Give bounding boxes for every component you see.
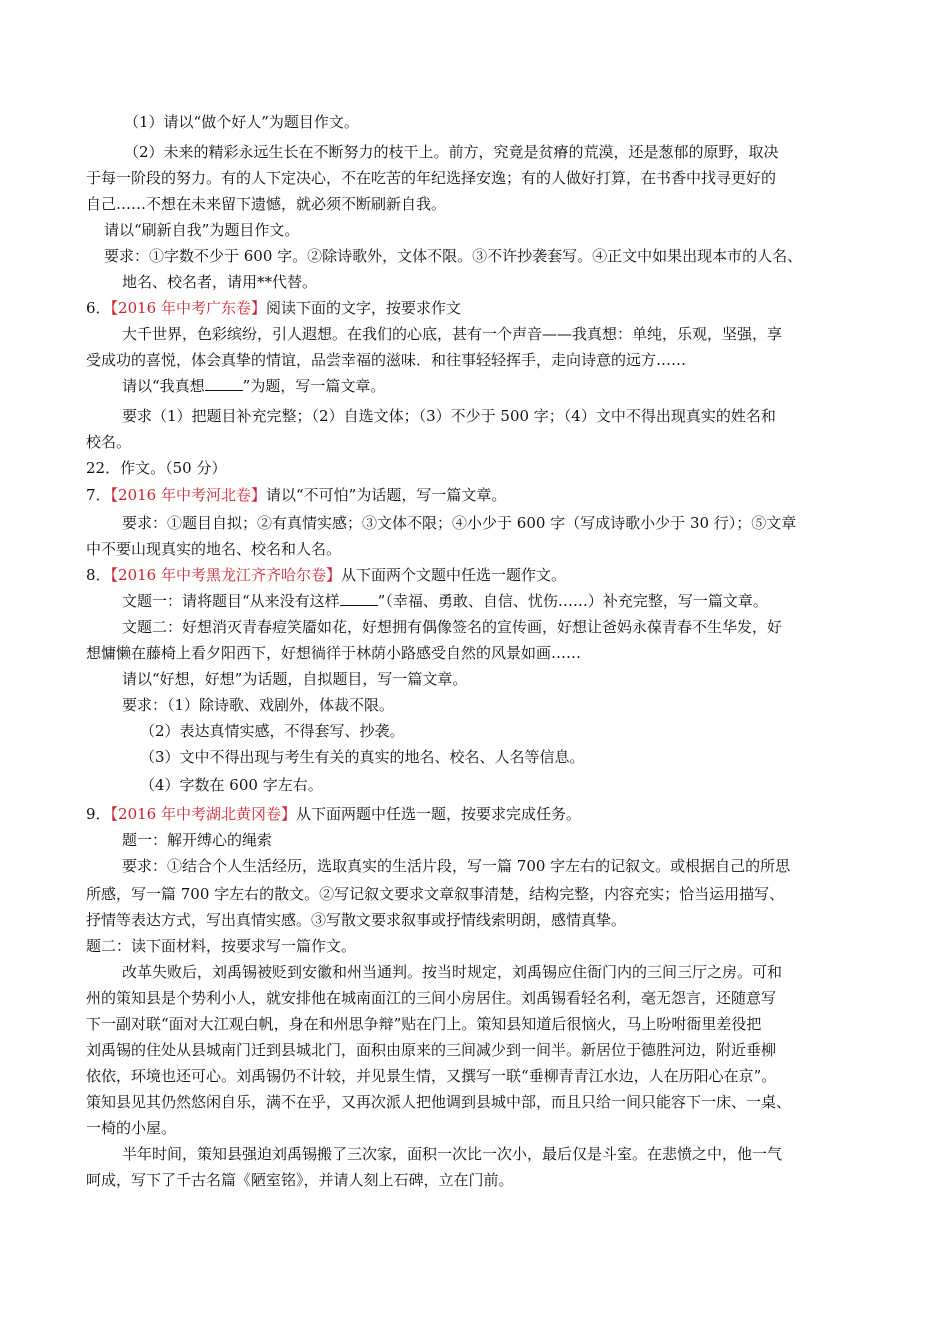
section-heading: 22．作文。（50 分） [86,459,227,477]
question-number: 9． [86,805,111,823]
paragraph-line: 改革失败后，刘禹锡被贬到安徽和州当通判。按当时规定，刘禹锡应住衙门内的三间三厅之房。可和 [122,963,783,981]
paragraph-line: 州的策知县是个势利小人，就安排他在城南面江的三间小房居住。刘禹锡看轻名利，毫无怨言，还随意写 [86,989,777,1007]
paragraph-line: 想慵懒在藤椅上看夕阳西下，好想徜徉于林荫小路感受自然的风景如画…… [86,644,582,662]
paragraph-line: 下一副对联“面对大江观白帆，身在和州思争辩”贴在门上。策知县知道后很恼火，马上吩咐衙里差役把 [86,1015,762,1033]
paragraph-line [122,591,768,611]
question-text: 请以“不可怕”为话题，写一篇文章。 [266,486,507,504]
paragraph-line: 题一：解开缚心的绳索 [122,831,273,849]
source-tag: 【2016 年中考湖北黄冈卷】 [110,805,296,823]
text-segment: 文题一：请将题目“从来没有这样 [122,592,340,610]
fill-in-blank [340,591,378,606]
paragraph-line: 抒情等表达方式，写出真情实感。③写散文要求叙事或抒情线索明朗，感情真挚。 [86,911,627,929]
text-segment: ”为题，写一篇文章。 [242,377,386,395]
source-tag: 【2016 年中考黑龙江齐齐哈尔卷】 [110,566,341,584]
text-segment: ”（幸福、勇敢、自信、忧伤……）补充完整，写一篇文章。 [377,592,768,610]
source-tag: 【2016 年中考河北卷】 [110,486,266,504]
paragraph-line: 题二：读下面材料，按要求写一篇作文。 [86,937,357,955]
paragraph-line: 请以“好想，好想”为话题，自拟题目，写一篇文章。 [122,670,468,688]
paragraph-line: 所感，写一篇 700 字左右的散文。②写记叙文要求文章叙事清楚，结构完整，内容充实；恰当运用描写、 [86,885,785,903]
paragraph-line: 一椅的小屋。 [86,1119,177,1137]
paragraph-line: 大千世界，色彩缤纷，引人遐想。在我们的心底，甚有一个声音——我真想：单纯，乐观，坚强，享 [122,325,783,343]
requirement-line: 要求：①题目自拟；②有真情实感；③文体不限；④小少于 600 字（写成诗歌小少于 30 行）；⑤文章 [122,514,797,532]
paragraph-line: 策知县见其仍然悠闲自乐，满不在乎，又再次派人把他调到县城中部，而且只给一间只能容下一床、一桌、 [86,1093,792,1111]
paragraph-line: 于每一阶段的努力。有的人下定决心，不在吃苦的年纪选择安逸；有的人做好打算，在书香中找寻更好的 [86,169,777,187]
paragraph-line: 呵成，写下了千古名篇《陋室铭》，并请人刻上石碑，立在门前。 [86,1171,514,1189]
question-text: 阅读下面的文字，按要求作文 [266,299,462,317]
paragraph-line: 受成功的喜悦，体会真挚的情谊，品尝幸福的滋味．和往事轻轻挥手，走向诗意的远方…… [86,351,687,369]
question-text: 从下面两个文题中任选一题作文。 [341,566,567,584]
requirement-line: 要求：（1）除诗歌、戏剧外，体裁不限。 [122,696,395,714]
requirement-line: 要求：①字数不少于 600 字。②除诗歌外，文体不限。③不许抄袭套写。④正文中如果出现本市的人名、 [104,247,803,265]
requirement-line: （2）表达真情实感，不得套写、抄袭。 [140,722,405,740]
question-number: 8． [86,566,111,584]
text-segment: 请以“我真想 [122,377,205,395]
fill-in-blank [205,376,243,391]
source-tag: 【2016 年中考广东卷】 [110,299,266,317]
paragraph-line: 自己……不想在未来留下遗憾，就必须不断刷新自我。 [86,195,447,213]
paragraph-line: 刘禹锡的住处从县城南门迁到县城北门，面积由原来的三间减少到一间半。新居位于德胜河边，附近垂柳 [86,1041,777,1059]
question-number: 6． [86,299,111,317]
question-7-heading [86,485,506,505]
paragraph-line: 文题二：好想消灭青春痘笑靥如花，好想拥有偶像签名的宣传画，好想让爸妈永葆青春不生华发，好 [122,618,783,636]
question-text: 从下面两题中任选一题，按要求完成任务。 [296,805,582,823]
question-8-heading [86,565,566,585]
question-6-heading [86,298,461,318]
requirement-line: （3）文中不得出现与考生有关的真实的地名、校名、人名等信息。 [140,748,585,766]
question-number: 7． [86,486,111,504]
paragraph-line: 半年时间，策知县强迫刘禹锡搬了三次家，面积一次比一次小，最后仅是斗室。在悲愤之中，他一气 [122,1145,783,1163]
paragraph-line [122,376,385,396]
requirement-line: （4）字数在 600 字左右。 [140,776,323,794]
requirement-line: 地名、校名者，请用**代替。 [122,273,318,291]
paragraph-line: 依依，环境也还可心。刘禹锡仍不计较，并见景生情，又撰写一联“垂柳青青江水边，人在历阳心在京”。 [86,1067,777,1085]
requirement-line: 要求（1）把题目补充完整；（2）自选文体；（3）不少于 500 字；（4）文中不得出现真实的姓名和 [122,407,776,425]
paragraph-line: 校名。 [86,433,132,451]
question-9-heading [86,804,581,824]
paragraph-line: 请以“刷新自我”为题目作文。 [104,221,300,239]
prompt-option-1: （1）请以“做个好人”为题目作文。 [124,113,359,131]
prompt-option-2: （2）未来的精彩永远生长在不断努力的枝干上。前方，究竟是贫瘠的荒漠，还是葱郁的原野，取决 [124,143,779,161]
requirement-line: 要求：①结合个人生活经历，选取真实的生活片段，写一篇 700 字左右的记叙文。或根据自己的所思 [122,857,791,875]
paragraph-line: 中不要山现真实的地名、校名和人名。 [86,540,342,558]
